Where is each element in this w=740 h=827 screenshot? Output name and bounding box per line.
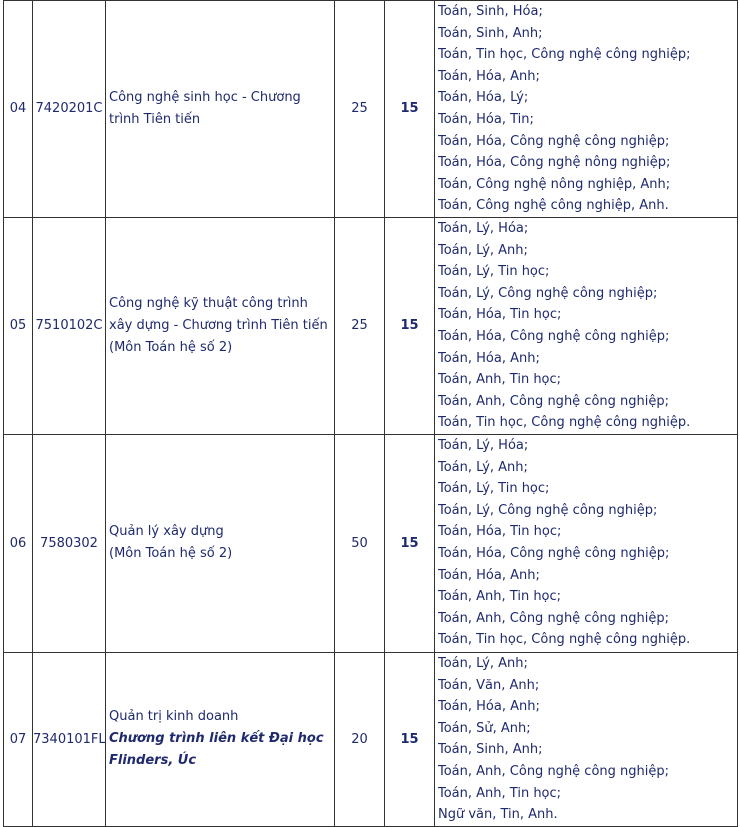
program-name <box>106 434 335 652</box>
program-name-line: (Môn Toán hệ số 2) <box>109 546 233 562</box>
program-name-line: Quản trị kinh doanh <box>109 709 239 725</box>
program-name-line: xây dựng - Chương trình Tiên tiến <box>109 317 328 333</box>
subject-combo: Toán, Hóa, Công nghệ công nghiệp; <box>438 133 670 149</box>
subject-combo: Toán, Công nghệ nông nghiệp, Anh; <box>438 176 671 192</box>
subject-combo: Ngữ văn, Tin, Anh. <box>438 807 558 823</box>
quota: 50 <box>335 434 385 652</box>
subject-combo: Toán, Hóa, Công nghệ công nghiệp; <box>438 545 670 561</box>
subject-combo: Toán, Anh, Tin học; <box>438 785 562 801</box>
subject-combo: Toán, Tin học, Công nghệ công nghiệp. <box>438 415 691 431</box>
program-note: Flinders, Úc <box>109 753 197 769</box>
subject-combo: Toán, Sinh, Anh; <box>438 742 543 758</box>
subject-combo: Toán, Anh, Tin học; <box>438 589 562 605</box>
subject-combo: Toán, Anh, Công nghệ công nghiệp; <box>438 610 670 626</box>
subject-combo: Toán, Hóa, Anh; <box>438 567 540 583</box>
row-number: 07 <box>4 652 33 826</box>
subject-combo: Toán, Sinh, Anh; <box>438 25 543 41</box>
program-code: 7420201C <box>33 1 106 218</box>
subject-combo: Toán, Lý, Tin học; <box>438 481 550 497</box>
subject-combo: Toán, Lý, Công nghệ công nghiệp; <box>438 502 658 518</box>
min-score: 15 <box>385 217 435 434</box>
subject-combo: Toán, Lý, Hóa; <box>438 437 529 453</box>
subject-combo: Toán, Hóa, Công nghệ công nghiệp; <box>438 328 670 344</box>
subject-combo: Toán, Lý, Anh; <box>438 655 528 671</box>
subject-combinations <box>435 652 738 826</box>
program-code: 7340101FL <box>33 652 106 826</box>
subject-combo: Toán, Hóa, Tin; <box>438 111 534 127</box>
subject-combo: Toán, Anh, Tin học; <box>438 372 562 388</box>
quota: 20 <box>335 652 385 826</box>
quota: 25 <box>335 1 385 218</box>
row-number: 05 <box>4 217 33 434</box>
subject-combinations <box>435 217 738 434</box>
table-row <box>4 1 738 218</box>
subject-combo: Toán, Hóa, Lý; <box>438 90 529 106</box>
subject-combo: Toán, Lý, Công nghệ công nghiệp; <box>438 285 658 301</box>
subject-combinations <box>435 434 738 652</box>
program-name <box>106 217 335 434</box>
min-score: 15 <box>385 652 435 826</box>
subject-combo: Toán, Tin học, Công nghệ công nghiệp. <box>438 632 691 648</box>
program-name-line: (Môn Toán hệ số 2) <box>109 339 233 355</box>
subject-combinations <box>435 1 738 218</box>
subject-combo: Toán, Công nghệ công nghiệp, Anh. <box>438 198 669 214</box>
subject-combo: Toán, Lý, Anh; <box>438 459 528 475</box>
table-row <box>4 217 738 434</box>
subject-combo: Toán, Anh, Công nghệ công nghiệp; <box>438 763 670 779</box>
subject-combo: Toán, Hóa, Tin học; <box>438 307 562 323</box>
row-number: 06 <box>4 434 33 652</box>
program-name-line: Quản lý xây dựng <box>109 524 224 540</box>
subject-combo: Toán, Lý, Anh; <box>438 242 528 258</box>
program-code: 7510102C <box>33 217 106 434</box>
subject-combo: Toán, Anh, Công nghệ công nghiệp; <box>438 393 670 409</box>
program-name <box>106 1 335 218</box>
program-note: Chương trình liên kết Đại học <box>109 731 324 747</box>
program-name-line: Công nghệ sinh học - Chương <box>109 89 301 105</box>
subject-combo: Toán, Tin học, Công nghệ công nghiệp; <box>438 47 691 63</box>
subject-combo: Toán, Hóa, Anh; <box>438 699 540 715</box>
subject-combo: Toán, Hóa, Anh; <box>438 68 540 84</box>
program-code: 7580302 <box>33 434 106 652</box>
subject-combo: Toán, Lý, Hóa; <box>438 220 529 236</box>
subject-combo: Toán, Sử, Anh; <box>438 720 531 736</box>
subject-combo: Toán, Hóa, Anh; <box>438 350 540 366</box>
min-score: 15 <box>385 434 435 652</box>
program-name-line: Công nghệ kỹ thuật công trình <box>109 295 308 311</box>
row-number: 04 <box>4 1 33 218</box>
table-row <box>4 652 738 826</box>
program-name <box>106 652 335 826</box>
table-row <box>4 434 738 652</box>
min-score: 15 <box>385 1 435 218</box>
program-name-line: trình Tiên tiến <box>109 111 201 127</box>
subject-combo: Toán, Văn, Anh; <box>438 677 540 693</box>
subject-combo: Toán, Hóa, Công nghệ nông nghiệp; <box>438 155 671 171</box>
quota: 25 <box>335 217 385 434</box>
subject-combo: Toán, Lý, Tin học; <box>438 264 550 280</box>
admission-table <box>3 0 738 827</box>
subject-combo: Toán, Sinh, Hóa; <box>438 4 543 19</box>
subject-combo: Toán, Hóa, Tin học; <box>438 524 562 540</box>
